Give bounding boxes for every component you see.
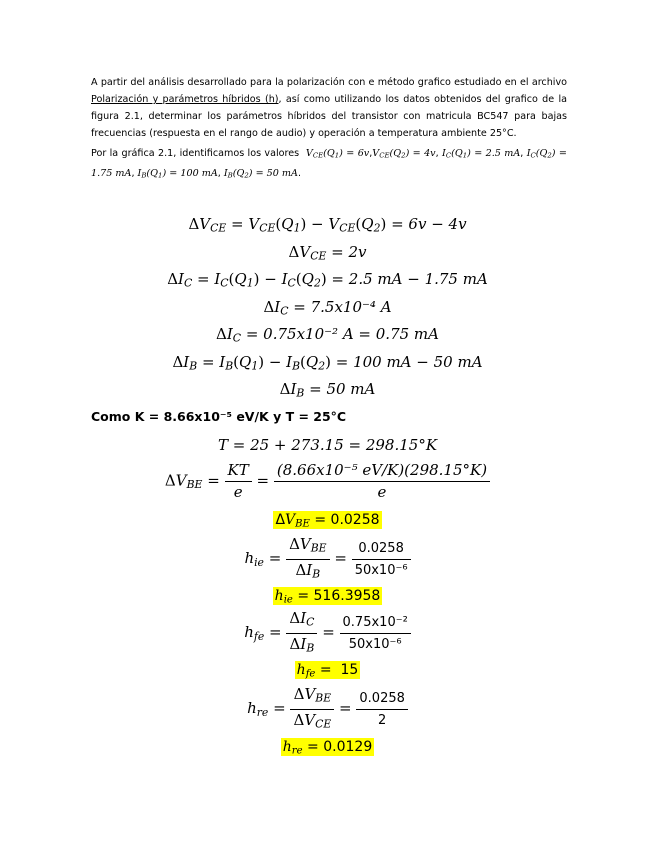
eq-hre-result — [0, 735, 655, 763]
eq-delta-vce-result: $\Delta V_{CE} = 2v$ — [288, 243, 367, 263]
eq-hfe-result — [0, 658, 655, 686]
fraction-kt-e: $\frac{KT}{e}$ — [225, 462, 252, 501]
ic-q2-value: 1.75 mA — [91, 167, 132, 179]
hfe-denominator: 50x10⁻⁶ — [348, 636, 402, 652]
ib-q2-value: 50 mA — [266, 167, 298, 179]
hre-denominator: 2 — [378, 712, 387, 728]
values-lead: Por la gráfica 2.1, identificamos los valores — [91, 148, 300, 159]
ib-q1-value: 100 mA — [180, 167, 218, 179]
fraction-hie-values — [352, 540, 411, 579]
vbe-result-value: 0.0258 — [330, 512, 380, 528]
vbe-numerator: (8.66x10⁻⁵ eV/K)(298.15°K) — [274, 462, 490, 482]
hre-numerator: 0.0258 — [356, 690, 408, 710]
eq-delta-ic-value2: 0.75x10⁻² A = 0.75 mA — [263, 325, 439, 343]
eq-delta-ic-result2: $\Delta I_C = 0.75x10^{-2}$ A = 0.75 mA — [216, 325, 439, 345]
values-paragraph: Por la gráfica 2.1, identificamos los valores $V_{CE}(Q_1) = 6v,V_{CE}(Q_2) = 4v$, $I_C(Q_1) = 2.5$ mA, $I_C(Q_2) = 1.75$ mA, $I_B(Q_1) = 100$ mA, $I_B(Q_2) = 50$ mA. — [91, 148, 567, 180]
fraction-dvbe-dib: $\frac{\Delta V_{BE}}{\Delta I_B}$ — [286, 536, 330, 582]
ic-q1-value: 2.5 mA — [485, 148, 521, 159]
eq-hre: $h_{re}$ = $\frac{\Delta V_{BE}}{\Delta V_{CE}}$ = $\frac{0.0258}{2}$ — [0, 686, 655, 732]
eq-hfe: $h_{fe}$ = $\frac{\Delta I_C}{\Delta I_B}$ = $\frac{\text{0.75x10⁻²}}{\text{50x10⁻⁶}}$ — [0, 610, 655, 656]
eq-temperature-expr: T = 25 + 273.15 = 298.15°K — [217, 436, 438, 454]
eq-delta-vce: $\Delta V_{CE} = V_{CE}(Q_1) - V_{CE}(Q_2) = 6v - 4v$ — [188, 215, 467, 235]
eq-delta-ic-result1: $\Delta I_C = 7.5x10^{-4}$ A — [263, 298, 392, 318]
eq-delta-ic-expr: 2.5 mA − 1.75 mA — [348, 270, 488, 288]
hfe-numerator: 0.75x10⁻² — [340, 614, 411, 634]
eq-delta-ib-expr: 100 mA − 50 mA — [353, 353, 483, 371]
fraction-vbe-values — [274, 462, 490, 501]
fraction-hre-values — [356, 690, 408, 729]
hre-result-value: 0.0129 — [323, 739, 373, 755]
eq-delta-vce-expr: 6v − 4v — [408, 215, 467, 233]
fraction-hfe-values — [340, 614, 411, 653]
intro-text-after: , así como utilizando los datos obtenidos del grafico de la figura 2.1, determinar los parámetros híbridos del transistor con matricula BC547 para bajas frecuencias (respuesta en el rango de audio) y operación a temperatura ambiente 25°C. — [91, 94, 567, 139]
vbe-denominator: e — [377, 483, 387, 501]
eq-delta-vbe-result — [0, 508, 655, 536]
constants-line: Como K = 8.66x10⁻⁵ eV/K y T = 25°C — [91, 409, 347, 424]
highlight-hfe: $h_{fe} = 15$ — [296, 662, 359, 680]
eq-delta-ib-value: 50 mA — [326, 380, 376, 398]
hie-result-value: 516.3958 — [313, 588, 381, 604]
hfe-result-value: 15 — [340, 662, 359, 678]
highlight-vbe: $\Delta V_{BE} = 0.0258$ — [275, 512, 380, 530]
eq-delta-vce-value: 2v — [348, 243, 367, 261]
fraction-dic-dib: $\frac{\Delta I_C}{\Delta I_B}$ — [286, 610, 317, 656]
intro-paragraph — [91, 74, 567, 142]
eq-delta-ic-value1: 7.5x10⁻⁴ A — [310, 298, 392, 316]
eq-delta-ib: $\Delta I_B = I_B(Q_1) - I_B(Q_2) = 100$ mA − 50 mA — [172, 353, 483, 373]
eq-temperature — [0, 434, 655, 456]
document-link[interactable]: Polarización y parámetros híbridos (h) — [91, 94, 279, 105]
hie-denominator: 50x10⁻⁶ — [354, 562, 408, 578]
vce-q1-value: 6v — [357, 148, 370, 159]
eq-hie: $h_{ie}$ = $\frac{\Delta V_{BE}}{\Delta I_B}$ = $\frac{0.0258}{\text{50x10⁻⁶}}$ — [0, 536, 655, 582]
eq-delta-ib-result: $\Delta I_B = 50$ mA — [279, 380, 376, 400]
highlight-hre: $h_{re} = 0.0129$ — [282, 739, 373, 757]
intro-text-before: A partir del análisis desarrollado para la polarización con e método grafico estudiado en el archivo — [91, 77, 567, 88]
highlight-hie: $h_{ie} = 516.3958$ — [274, 588, 381, 606]
eq-hie-result — [0, 584, 655, 612]
hie-numerator: 0.0258 — [352, 540, 411, 560]
eq-delta-vbe: $\Delta V_{BE}$ = $\frac{KT}{e}$ = $\frac{\text{(8.66x10⁻⁵ eV/K)(298.15°K)}}{e}$ — [0, 462, 655, 501]
eq-delta-ic: $\Delta I_C = I_C(Q_1) - I_C(Q_2) = 2.5$ mA − 1.75 mA — [167, 270, 488, 290]
fraction-dvbe-dvce: $\frac{\Delta V_{BE}}{\Delta V_{CE}}$ — [290, 686, 334, 732]
vce-q2-value: 4v — [424, 148, 436, 159]
